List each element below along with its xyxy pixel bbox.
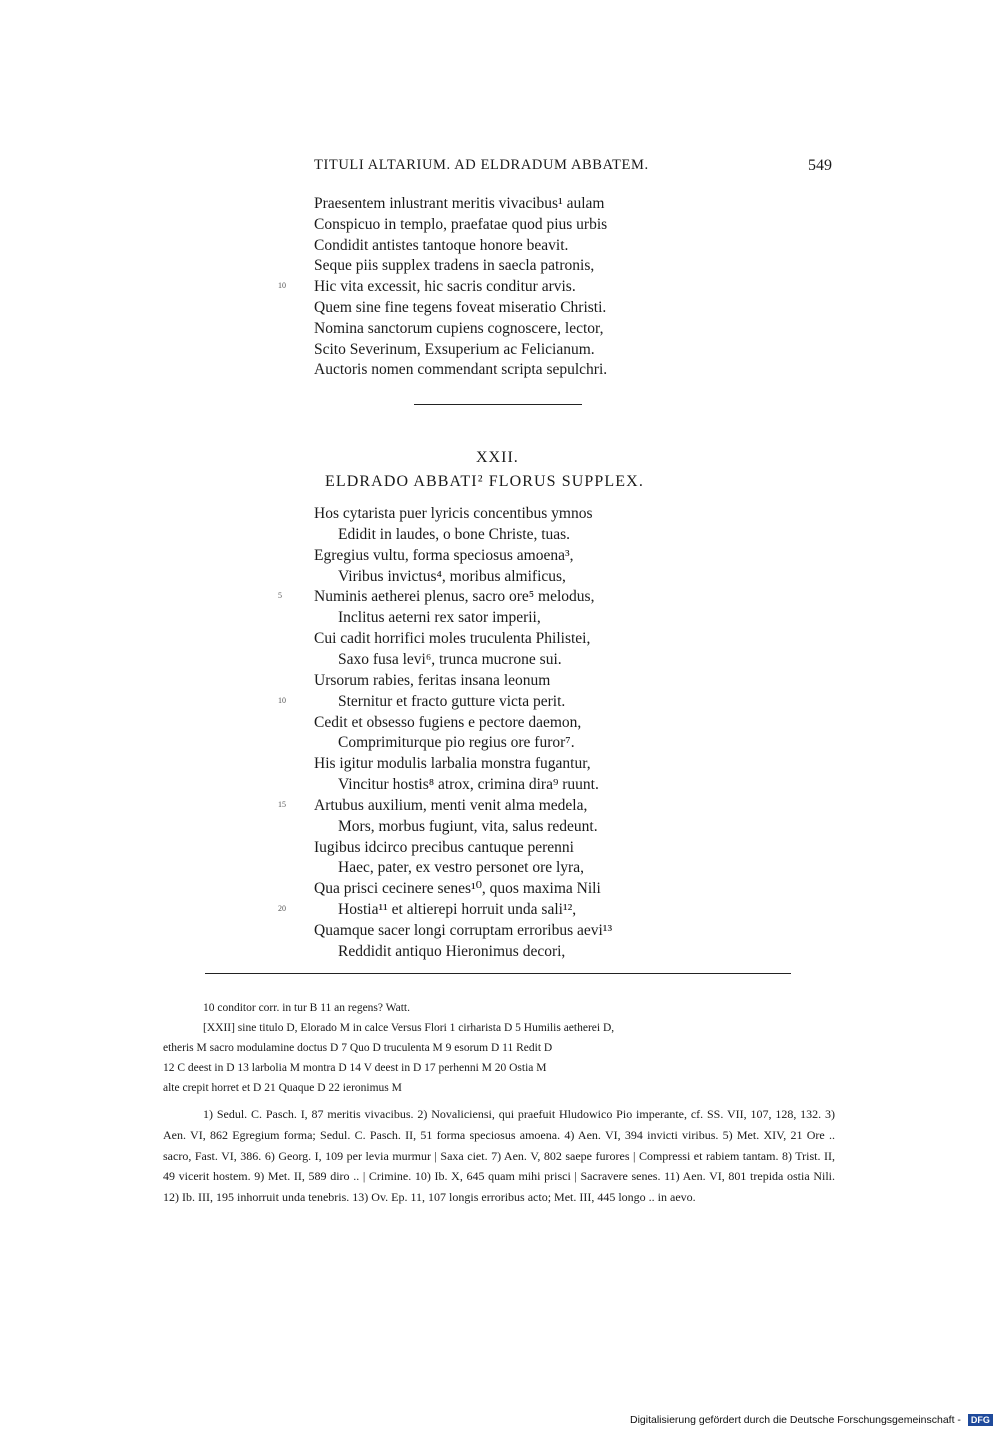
verse-line <box>0 276 1000 297</box>
verse-text: Qua prisci cecinere senes¹⁰, quos maxima Nili <box>314 880 601 898</box>
verse-text: His igitur modulis larbalia monstra fugantur, <box>314 755 591 773</box>
verse-text: Cedit et obsesso fugiens e pectore daemon, <box>314 713 582 731</box>
verse-text: Quamque sacer longi corruptam erroribus aevi¹³ <box>314 922 613 939</box>
verse-text: Nomina sanctorum cupiens cognoscere, lector, <box>314 319 604 337</box>
verse-text: Comprimiturque pio regius ore furor⁷. <box>338 734 575 752</box>
verse-line <box>0 941 1000 962</box>
verse-text: Ursorum rabies, feritas insana leonum <box>314 671 551 689</box>
running-head <box>0 157 1000 179</box>
verse-line <box>0 524 1000 545</box>
line-number: 20 <box>278 904 286 914</box>
verse-line <box>0 193 1000 214</box>
verse-text: Edidit in laudes, o bone Christe, tuas. <box>338 525 571 543</box>
line-number: 5 <box>278 591 282 601</box>
verse-line <box>0 586 1000 607</box>
verse-text: Reddidit antiquo Hieronimus decori, <box>338 942 566 960</box>
section-divider <box>414 404 582 406</box>
verse-text: Quem sine fine tegens foveat miseratio Christi. <box>314 299 607 316</box>
verse-line <box>0 359 1000 380</box>
poem-number-text: XXII. <box>476 449 519 466</box>
verse-line <box>0 297 1000 318</box>
verse-line <box>0 339 1000 360</box>
verse-text: Viribus invictus⁴, moribus almificus, <box>338 567 566 585</box>
verse-text: Cui cadit horrifici moles truculenta Philistei, <box>314 630 591 648</box>
verse-line <box>0 878 1000 899</box>
apparatus-line: 12 C deest in D 13 larbolia M montra D 14 V deest in D 17 perhenni M 20 Ostia M <box>163 1062 547 1074</box>
critical-apparatus <box>163 998 835 1098</box>
line-number: 10 <box>278 695 286 705</box>
verse-line <box>0 857 1000 878</box>
apparatus-line: 10 conditor corr. in tur B 11 an regens? Watt. <box>203 1002 410 1014</box>
line-number: 15 <box>278 799 286 809</box>
verse-text: Artubus auxilium, menti venit alma medela, <box>314 796 588 814</box>
verse-line <box>0 691 1000 712</box>
poem-title: ELDRADO ABBATI² FLORUS SUPPLEX. <box>325 473 644 490</box>
verse-text: Saxo fusa levi⁶, trunca mucrone sui. <box>338 650 562 668</box>
apparatus-line: alte crepit horret et D 21 Quaque D 22 ieronimus M <box>163 1082 402 1094</box>
verse-line <box>0 545 1000 566</box>
line-number: 10 <box>278 281 286 291</box>
page-number: 549 <box>808 157 832 174</box>
verse-line <box>0 753 1000 774</box>
verse-line <box>0 732 1000 753</box>
verse-line <box>0 837 1000 858</box>
apparatus-line: [XXII] sine titulo D, Elorado M in calce Versus Flori 1 cirharista D 5 Humilis aetherei D, <box>203 1022 615 1034</box>
verse-text: Hic vita excessit, hic sacris conditur arvis. <box>314 278 576 296</box>
verse-text: Conspicuo in templo, praefatae quod pius urbis <box>314 215 608 233</box>
verse-line <box>0 816 1000 837</box>
verse-line <box>0 712 1000 733</box>
verse-text: Hos cytarista puer lyricis concentibus ymnos <box>314 505 593 522</box>
running-title: TITULI ALTARIUM. AD ELDRADUM ABBATEM. <box>314 157 649 173</box>
verse-text: Praesentem inlustrant meritis vivacibus¹ aulam <box>314 195 605 212</box>
verse-text: Iugibus idcirco precibus cantuque perenni <box>314 838 574 856</box>
source-notes <box>163 1104 835 1208</box>
verse-text: Egregius vultu, forma speciosus amoena³, <box>314 546 574 564</box>
verse-line <box>0 255 1000 276</box>
verse-text: Seque piis supplex tradens in saecla patronis, <box>314 257 595 275</box>
verse-line <box>0 607 1000 628</box>
verse-text: Sternitur et fracto gutture victa perit. <box>338 692 566 710</box>
verse-text: Vincitur hostis⁸ atrox, crimina dira⁹ ruunt. <box>338 776 599 794</box>
verse-text: Scito Severinum, Exsuperium ac Felicianum. <box>314 340 595 358</box>
apparatus-line: etheris M sacro modulamine doctus D 7 Quo D truculenta M 9 esorum D 11 Redit D <box>163 1042 553 1054</box>
verse-text: Numinis aetherei plenus, sacro ore⁵ melodus, <box>314 588 595 606</box>
verse-text: Hostia¹¹ et altierepi horruit unda sali¹², <box>338 901 577 919</box>
verse-line <box>0 774 1000 795</box>
dfg-logo: DFG <box>968 1414 993 1426</box>
digitization-footer <box>630 1414 993 1426</box>
verse-text: Haec, pater, ex vestro personet ore lyra, <box>338 859 584 877</box>
verse-line <box>0 566 1000 587</box>
verse-line <box>0 795 1000 816</box>
verse-line <box>0 628 1000 649</box>
verse-line <box>0 503 1000 524</box>
verse-line <box>0 649 1000 670</box>
verse-text: Mors, morbus fugiunt, vita, salus redeunt. <box>338 817 598 835</box>
verse-line <box>0 899 1000 920</box>
verse-line <box>0 318 1000 339</box>
source-notes-text: 1) Sedul. C. Pasch. I, 87 meritis vivacibus. 2) Novaliciensi, qui praefuit Hludowico Pio imperante, cf. SS. VII, 107, 128, 132. 3) Aen. VI, 862 Egregium forma; Sedul. C. Pasch. II, 51 forma speciosus amoena. 4) Aen. VI, 394 invicti viribus. 5) Met. XIV, 21 Ore .. sacro, Fast. VI, 386. 6) Georg. I, 109 per levia murmur | Saxa ciet. 7) Aen. V, 802 saepe furores | Compressi et rabiem tantam. 8) Trist. II, 49 vicerit hostem. 9) Met. II, 589 diro .. | Crimine. 10) Ib. X, 645 quam mihi prisci | Sacravere senes. 11) Aen. VI, 801 trepida ostia Nili. 12) Ib. III, 195 inhorruit unda tenebris. 13) Ov. Ep. 11, 107 longis erroribus acto; Met. III, 445 longo .. in aevo. <box>163 1107 835 1205</box>
verse-line <box>0 920 1000 941</box>
verse-line <box>0 235 1000 256</box>
footnote-divider <box>205 973 791 975</box>
verse-line <box>0 214 1000 235</box>
verse-line <box>0 670 1000 691</box>
verse-text: Inclitus aeterni rex sator imperii, <box>338 609 541 627</box>
verse-text: Auctoris nomen commendant scripta sepulchri. <box>314 361 608 379</box>
footer-text: Digitalisierung gefördert durch die Deutsche Forschungsgemeinschaft - <box>630 1414 961 1426</box>
verse-text: Condidit antistes tantoque honore beavit. <box>314 236 569 254</box>
